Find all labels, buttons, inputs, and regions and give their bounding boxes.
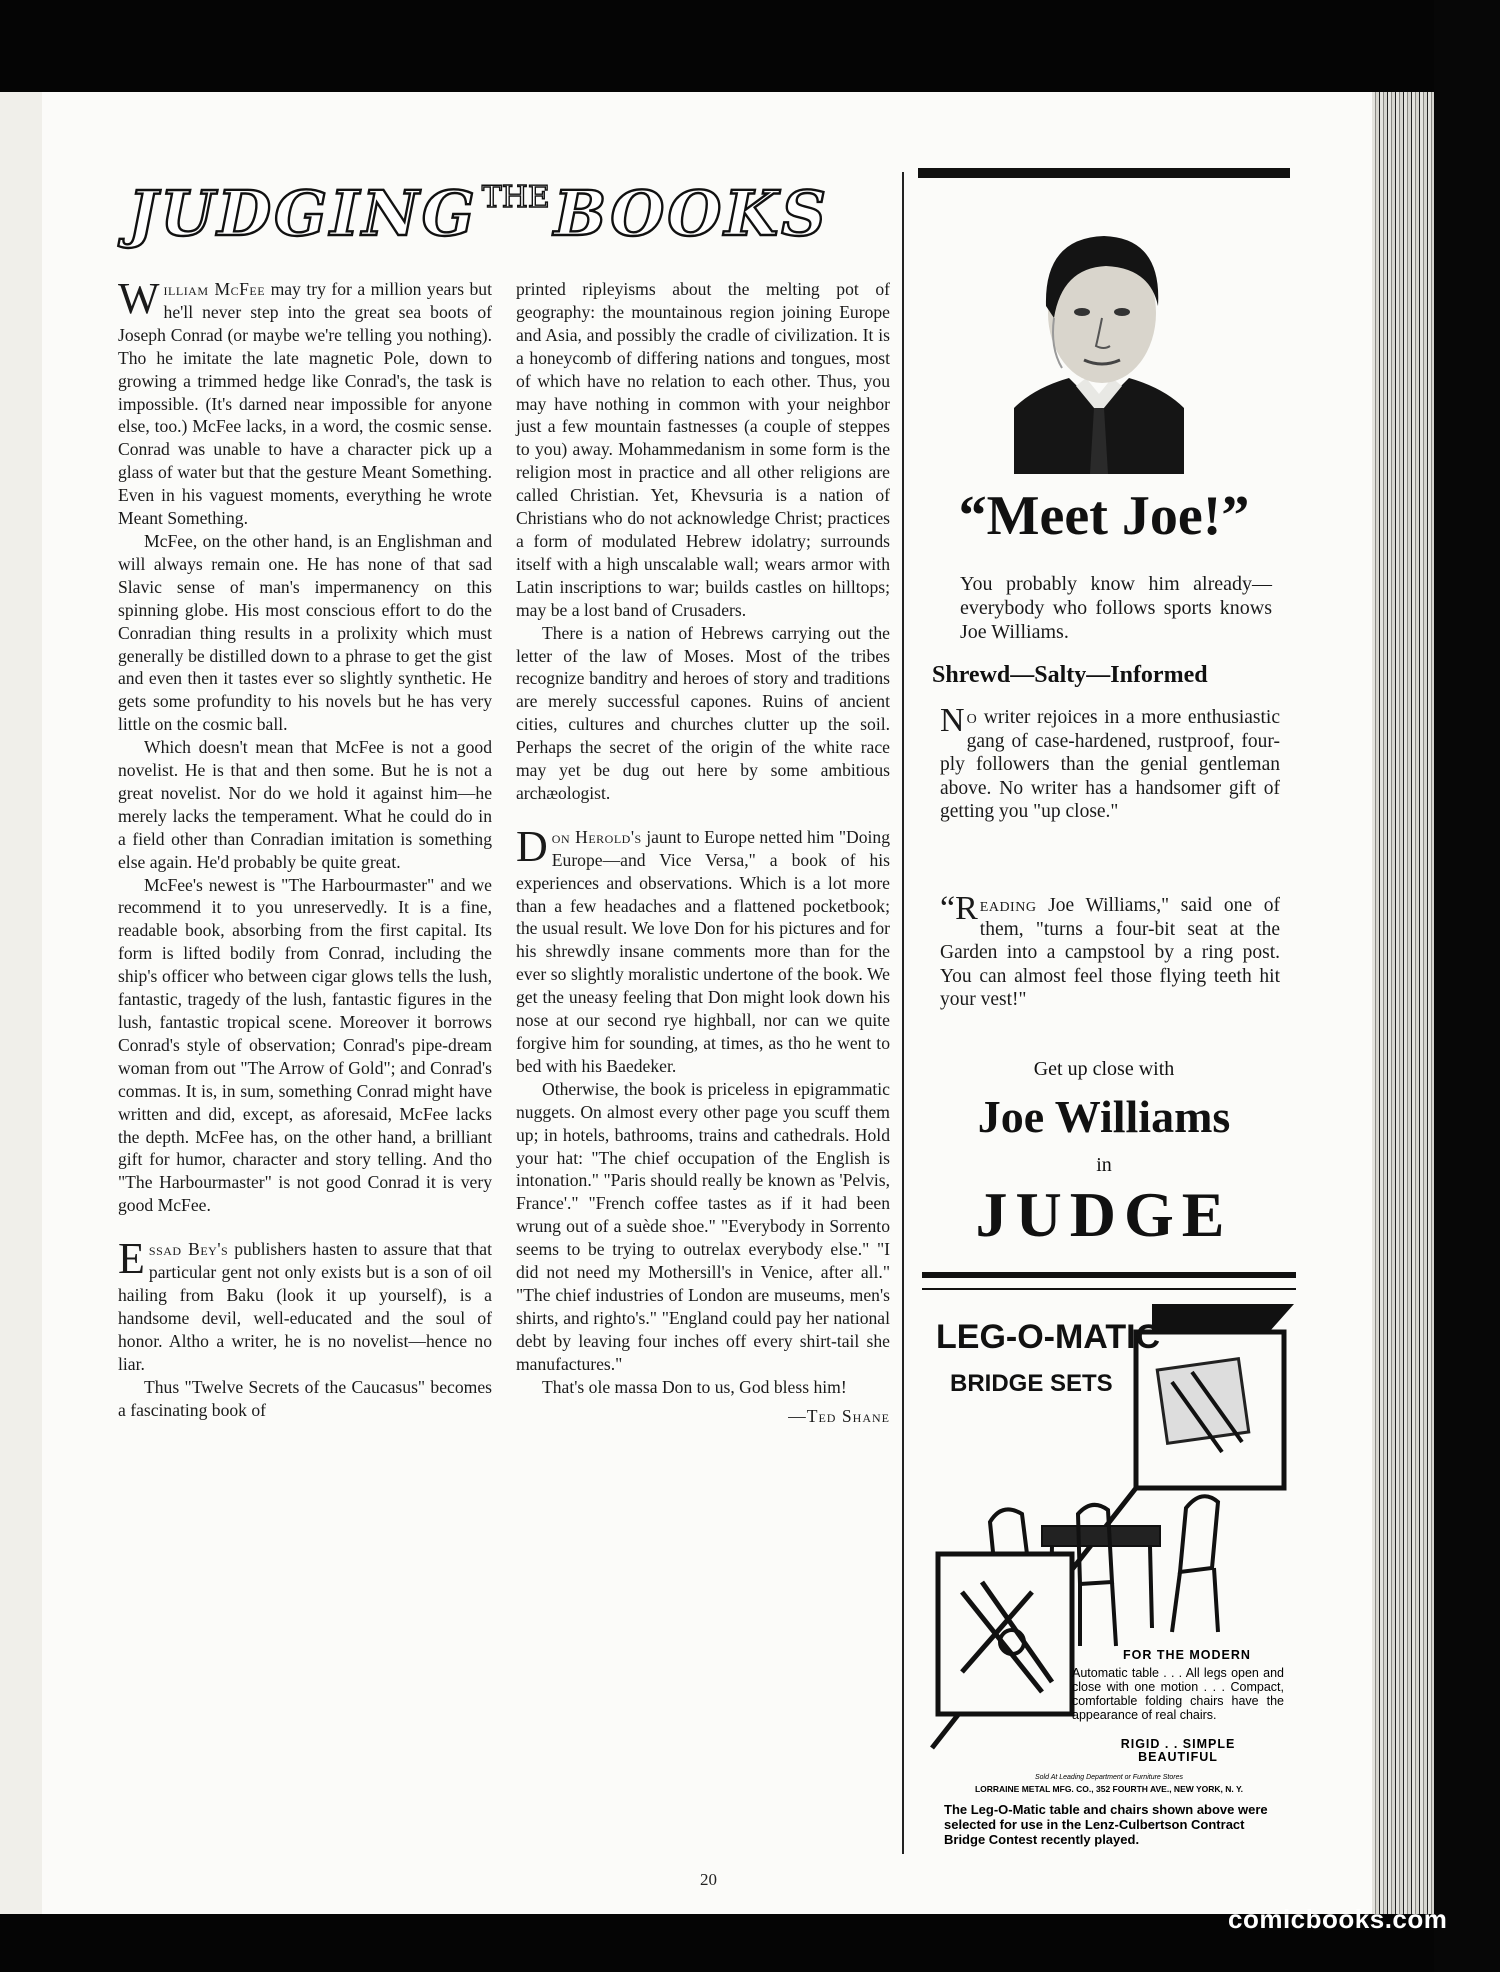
lego-sold-at: Sold At Leading Department or Furniture Stores	[1035, 1774, 1183, 1781]
ad-body-text: Joe Williams," said one of them, "turns a four-bit seat at the Garden into a campstool by a ring post. You can almost feel those flying teeth hit your vest!"	[940, 895, 1280, 1010]
ad-body-first	[940, 702, 1280, 824]
ad-columnist-name: Joe Williams	[977, 1091, 1231, 1142]
section-masthead	[128, 168, 878, 260]
ad-body-text: writer rejoices in a more enthusiastic gang of case-hardened, rustproof, four-ply followers than the genial gentleman above. No writer has a handsomer gift of getting you "up close."	[940, 707, 1280, 822]
author-signature: —Ted Shane	[788, 1405, 890, 1426]
paragraph: McFee, on the other hand, is an Englishman and will always remain one. He has none of that sad Slavic sense of man's impermanency on this spinning globe. His most conscious effort to do the Conradian thing results in a prolixity which must generally be distilled down to a phrase to get the gist and even then it tastes ever so slightly synthetic. He gets some profundity to his novels but he has very little on the cosmic ball.	[118, 530, 492, 735]
paragraph-text: jaunt to Europe netted him "Doing Europe—and Vice Versa," a book of his experiences and observations. Which is a lot more than a few headaches and a flattened pocketbook; the usual result. We love Don for his pictures and for his shrewdly insane comments more than for the ever so slightly moralistic undertone of the book. We get the uneasy feeling that Don might look down his nose at our second rye highball, nor can we quite forgive him for sounding, at times, as tho he went to bed with his Baedeker.	[516, 826, 890, 1076]
ad-magazine-name: JUDGE	[975, 1179, 1233, 1250]
review-don-herold	[516, 821, 890, 1078]
drop-cap: D	[516, 821, 548, 871]
paragraph: McFee's newest is "The Harbourmaster" and we recommend it to you unreservedly. It is a fine, readable book, absorbing from the first capital. Its form is lifted bodily from Conrad, including the ship's officer who between cigar glows tells the lush, fantastic, tragedy of the lush, fantastic figures in the lush, fantastic tropical scene. Moreover it borrows Conrad's style of observation; Conrad's pipe-dream woman from out "The Arrow of Gold"; and Conrad's commas. It is, in sum, something Conrad might have written and did, except, as aforesaid, McFee lacks the depth. McFee has, on the other hand, a brilliant gift for humor, character and story telling. And tho "The Harbourmaster" is not good Conrad it is very good McFee.	[118, 874, 492, 1216]
ad-initial: “R	[940, 890, 978, 927]
lego-product: BRIDGE SETS	[950, 1370, 1113, 1397]
lego-tagline-rigid: RIGID . . SIMPLE	[1120, 1737, 1236, 1751]
lead-in: on Herold's	[551, 826, 642, 847]
ad-initial: N	[940, 702, 965, 739]
paragraph: There is a nation of Hebrews carrying out the letter of the law of Moses. Most of the tribes recognize banditry and heroes of story and traditions are merely successful capones. Ruins of ancient cities, cultures and churches clutter up the soil. Perhaps the secret of the origin of the white race may yet be dug out here by some ambitious archæologist.	[516, 622, 890, 803]
article-column-right	[516, 278, 890, 1427]
review-essad-bey	[118, 1234, 492, 1375]
masthead-word-books: BOOKS	[553, 177, 830, 250]
leg-o-matic-advertisement	[922, 1292, 1296, 1852]
ad-lead-in: eading	[979, 895, 1037, 916]
paragraph: Otherwise, the book is priceless in epigrammatic nuggets. On almost every other page you scuff them up; in hotels, bathrooms, trains and cathedrals. Hold your hat: "The chief occupation of the English is intonation." "Paris should really be known as 'Pelvis, France'." "French coffee tastes as if it had been wrung out of a suède shoe." "Everybody in Sorrento seems to be trying to outrelax everybody else." "I did not need my Mothersill's in Venice, after all." "The chief industries of London are museums, men's shirts, and righto's." "England could pay her national debt by leaving four inches off every shirt-tail she manufactures."	[516, 1078, 890, 1374]
binding-spine	[0, 92, 44, 1914]
article-column-left	[118, 274, 492, 1421]
ad-get-up-close: Get up close with	[1033, 1058, 1175, 1080]
page-number: 20	[700, 1870, 717, 1889]
ad-lead-in: o	[966, 707, 978, 728]
judge-advertisement	[918, 168, 1290, 1847]
page-edges	[1372, 92, 1434, 1914]
lego-for-the-modern: FOR THE MODERN	[1123, 1648, 1251, 1662]
ad-headline: “Meet Joe!”	[958, 485, 1250, 547]
portrait-photo-icon	[1014, 208, 1184, 474]
lego-copy: Automatic table . . . All legs open and close with one motion . . . Compact, comfortable folding chairs have the appearance of real chairs.	[1072, 1666, 1284, 1722]
lego-note: The Leg-O-Matic table and chairs shown above were selected for use in the Lenz-Culbertson Contract Bridge Contest recently played.	[944, 1802, 1268, 1847]
ad-top-rule	[918, 168, 1290, 178]
masthead-word-judging: JUDGING	[128, 177, 478, 250]
lego-brand: LEG-O-MATIC	[936, 1318, 1161, 1356]
lego-tagline	[1072, 1738, 1284, 1764]
paragraph-text: publishers hasten to assure that that particular gent not only exists but is a son of oil hailing from Baku (look it up yourself), is a handsome devil, well-educated and the soul of honor. Altho a writer, he is no novelist—hence no liar.	[118, 1239, 492, 1374]
paragraph: printed ripleyisms about the melting pot of geography: the mountainous region joining Europe and Asia, and possibly the cradle of civilization. It is a honeycomb of differing nations and tongues, most of which have no relation to each other. Thus, you may have nothing in common with your neighbor just a few mountain fastnesses (a couple of steppes to you) away. Mohammedanism in some form is the religion most in practice and all other religions are called Christian. Yet, Khevsuria is a nation of Christians who do not acknowledge Christ; practices a form of modulated Hebrew idolatry; surrounds itself with a high unscalable wall; wears armor with Latin inscriptions to war; builds castles on hilltops; may be a lost band of Crusaders.	[516, 279, 890, 620]
ad-intro: You probably know him already—everybody who follows sports knows Joe Williams.	[960, 573, 1272, 643]
drop-cap: W	[118, 274, 160, 323]
ad-body-second	[940, 890, 1280, 1012]
lego-address: LORRAINE METAL MFG. CO., 352 FOURTH AVE., NEW YORK, N. Y.	[974, 1784, 1244, 1794]
lead-in: ssad Bey's	[148, 1239, 229, 1260]
paragraph-text: may try for a million years but he'll never step into the great sea boots of Joseph Conrad (or maybe we're telling you nothing). Tho he imitate the late magnetic Pole, down to growing a trimmed hedge like Conrad's, the task is impossible. (It's darned near impossible for anyone else, too.) McFee lacks, in a word, the cosmic sense. Conrad was unable to have a character pick up a glass of water but that the gesture Meant Something. Even in his vaguest moments, everything he wrote Meant Something.	[118, 279, 492, 529]
column-divider	[902, 172, 904, 1854]
site-watermark: comicbooks.com	[1228, 1904, 1448, 1934]
drop-cap: E	[118, 1234, 145, 1284]
scan-border	[1434, 0, 1500, 1972]
ad-subhead: Shrewd—Salty—Informed	[932, 662, 1208, 688]
lego-tagline-beautiful: BEAUTIFUL	[1138, 1750, 1218, 1764]
paragraph: Thus "Twelve Secrets of the Caucasus" becomes a fascinating book of	[118, 1376, 492, 1420]
ad-in: in	[1096, 1154, 1112, 1176]
lead-in: illiam McFee	[163, 279, 266, 299]
paragraph: That's ole massa Don to us, God bless him!	[542, 1376, 847, 1397]
review-mcfee-intro	[118, 274, 492, 530]
ad-bottom-rule	[922, 1272, 1296, 1290]
masthead-word-the: THE	[481, 180, 550, 215]
paragraph: Which doesn't mean that McFee is not a good novelist. He is that and then some. But he is not a great novelist. Nor do we hold it against him—he merely lacks the temperament. What he could do in a field other than Conradian imitation is something else again. He'd probably be quite great.	[118, 737, 492, 872]
